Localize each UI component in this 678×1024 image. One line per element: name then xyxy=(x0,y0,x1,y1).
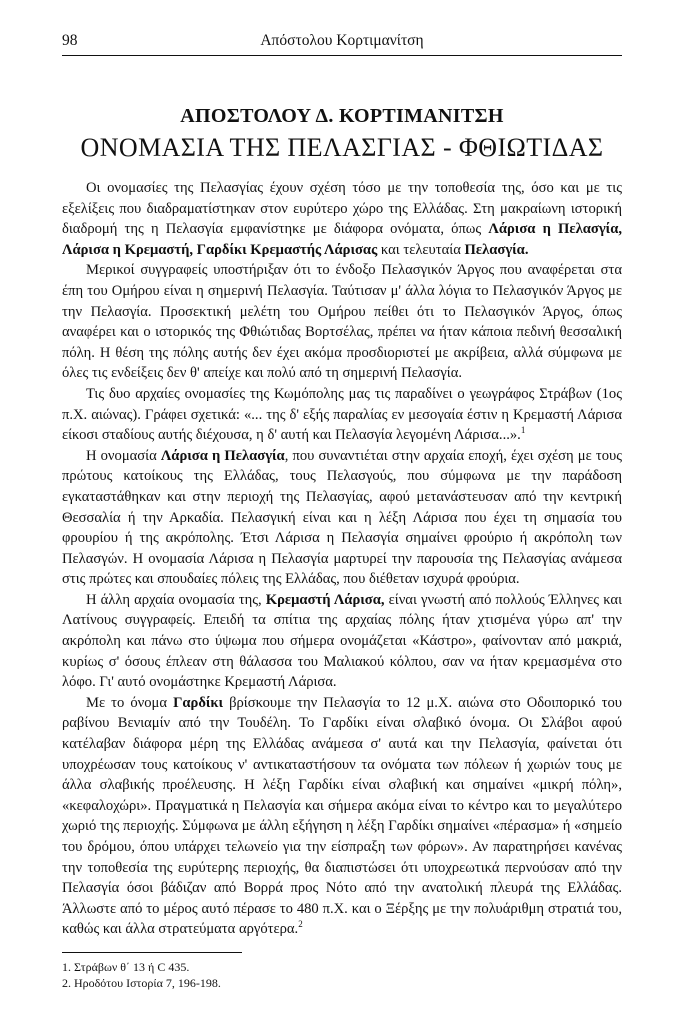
paragraph-4-text-b: , που συναντιέται στην αρχαία εποχή, έχει σχέση με τους πρώτους κατοίκους της Ελλάδας, τους Πελασγούς, που σύμφωνα με την παράδοση εγκαταστάθηκαν και στην περιοχή της Πελασγίας, αφού μετανάστευσαν από την κεντρική Θεσσαλία ή την Αρκαδία. Πελασγική είναι και η λέξη Λάρισα που έχει τη σημασία του φρουρίου ή της ακρόπολης. Έτσι Λάρισα η Πελασγία σημαίνει φρούριο ή ακρόπολη των Πελασγών. Η ονομασία Λάρισα η Πελασγία μαρτυρεί την παρουσία της Πελασγίας ανάμεσα στις πρώτες και σπουδαίες πόλεις της Ελλάδας, που διέθεταν ισχυρά φρούρια. xyxy=(62,447,622,588)
footnote-2: 2. Ηροδότου Ιστορία 7, 196-198. xyxy=(62,975,221,990)
paragraph-2 xyxy=(62,260,622,384)
article-body xyxy=(62,178,622,940)
running-head xyxy=(62,30,622,52)
paragraph-1-text-a: Οι ονομασίες της Πελασγίας έχουν σχέση τόσο με την τοποθεσία της, όσο και με τις εξελίξεις που διαδραματίστηκαν στον ευρύτερο χώρο της Ελλάδας. Στη μακραίωνη ιστορική διαδρομή της η Πελασγία εμφανίστηκε με διάφορα ονόματα, όπως xyxy=(62,180,622,238)
paragraph-6-bold-name: Γαρδίκι xyxy=(173,694,224,711)
footnote-rule xyxy=(62,952,242,953)
paragraph-6-text-b: βρίσκουμε την Πελασγία το 12 μ.Χ. αιώνα στο Οδοιπορικό του ραβίνου Βενιαμίν από την Τουδέλη. Το Γαρδίκι είναι σλαβικό όνομα. Οι Σλάβοι αφού κατέλαβαν διάφορα μέρη της Ελλάδας ανάμεσα σ' αυτά και την Πελασγία, φαίνεται ότι υποχρέωσαν τους κατοίκους ν' αντικαταστήσουν τα ονόματα των πόλεων ή χωριών τους με άλλα σλαβικής προέλευσης. Η λέξη Γαρδίκι είναι σλαβική και σημαίνει «μικρή πόλη», «κεφαλοχώρι». Πραγματικά η Πελασγία και σήμερα ακόμα είναι το κέντρο και το μεγαλύτερο χωριό της περιοχής. Σύμφωνα με άλλη εξήγηση η λέξη Γαρδίκι σημαίνει «πέρασμα» ή «σημείο του δρόμου, όπου υπάρχει τελωνείο για την είσπραξη των φόρων». Αν παρατηρήσει κανένας την τοποθεσία της ευρύτερης περιοχής, θα διαπιστώσει ότι υποχρεωτικά περνούσαν από την Πελασγία όσοι βάδιζαν από Βορρά προς Νότο από την ανατολική πλευρά της Ελλάδας. Άλλωστε από το μέρος αυτό πέρασε το 480 π.Χ. και ο Ξέρξης με την πολυάριθμη στρατιά του, καθώς και άλλα στρατεύματα αργότερα. xyxy=(62,694,622,938)
footnote-1: 1. Στράβων θ΄ 13 ή C 435. xyxy=(62,959,190,974)
paragraph-5-text-a: Η άλλη αρχαία ονομασία της, xyxy=(86,591,266,608)
paragraph-1-bold-names: Λάρισα η Πελασγία, Λάρισα η Κρεμαστή, Γαρδίκι Κρεμαστής Λάρισας xyxy=(62,221,623,258)
footnotes xyxy=(62,959,622,991)
article-author: ΑΠΟΣΤΟΛΟΥ Δ. ΚΟΡΤΙΜΑΝΙΤΣΗ xyxy=(180,105,504,127)
paragraph-2-text: Μερικοί συγγραφείς υποστήριξαν ότι το ένδοξο Πελασγικόν Άργος που αναφέρεται στα έπη του Ομήρου είναι η σημερινή Πελασγία. Ταύτισαν μ' άλλα λόγια το Πελασγικόν Άργος με την Πελασγία. Προσεκτική μελέτη του Ομήρου πείθει ότι το Πελασγικόν Άργος, όπως αναφέρει και ο ιστορικός της Φθιώτιδας Βορτσέλας, πρέπει να ήταν κάποια πεδινή θεσσαλική πόλη. Η θέση της πόλης αυτής δεν έχει ακόμα προσδιοριστεί με ακρίβεια, αλλά σύμφωνα με όλες τις ενδείξεις δεν θ' απείχε και πολύ από τη σημερινή Πελασγία. xyxy=(62,262,622,382)
paragraph-1-text-b: και τελευταία xyxy=(377,241,465,258)
running-title: Απόστολου Κορτιμανίτση xyxy=(260,32,424,49)
paragraph-5 xyxy=(62,590,622,693)
paragraph-3-text: Τις δυο αρχαίες ονομασίες της Κωμόπολης μας τις παραδίνει ο γεωγράφος Στράβων (1ος π.Χ. αιώνας). Γράφει σχετικά: «... της δ' εξής παραλίας εν μεσογαία έστιν η Κρεμαστή Λάρισα είκοσι σταδίους αυτής διέχουσα, η δ' αυτή και Πελασγία λεγομένη Λάρισα...». xyxy=(62,385,622,444)
paragraph-4-bold-name: Λάρισα η Πελασγία xyxy=(160,447,285,464)
paragraph-4-text-a: Η ονομασία xyxy=(86,447,161,464)
paragraph-3 xyxy=(62,384,622,446)
paragraph-4 xyxy=(62,446,622,590)
paragraph-6 xyxy=(62,693,622,940)
header-rule xyxy=(62,55,622,56)
page-number: 98 xyxy=(62,32,78,49)
paragraph-5-bold-name: Κρεμαστή Λάρισα, xyxy=(265,591,385,608)
article-title: ΟΝΟΜΑΣΙΑ ΤΗΣ ΠΕΛΑΣΓΙΑΣ - ΦΘΙΩΤΙΔΑΣ xyxy=(80,133,604,162)
footnote-ref-1: 1 xyxy=(520,425,526,436)
paragraph-5-text-b: είναι γνωστή από πολλούς Έλληνες και Λατίνους συγγραφείς. Επειδή τα σπίτια της αρχαίας πόλης ήταν χτισμένα γύρω απ' την ακρόπολη και πάνω στο ύψωμα που σήμερα ονομάζεται «Κάστρο», φαίνονταν από μακριά, κυρίως σ' όσους έπλεαν στη θάλασσα του Μαλιακού κόλπου, σαν να ήταν κρεμασμένα στο λόφο. Γι' αυτό ονομάστηκε Κρεμαστή Λάρισα. xyxy=(62,591,622,691)
paragraph-1-bold-final-name: Πελασγία. xyxy=(464,241,529,258)
paragraph-1 xyxy=(62,178,622,260)
footnote-ref-2: 2 xyxy=(298,919,303,930)
paragraph-6-text-a: Με το όνομα xyxy=(86,694,174,711)
book-page xyxy=(62,30,622,991)
